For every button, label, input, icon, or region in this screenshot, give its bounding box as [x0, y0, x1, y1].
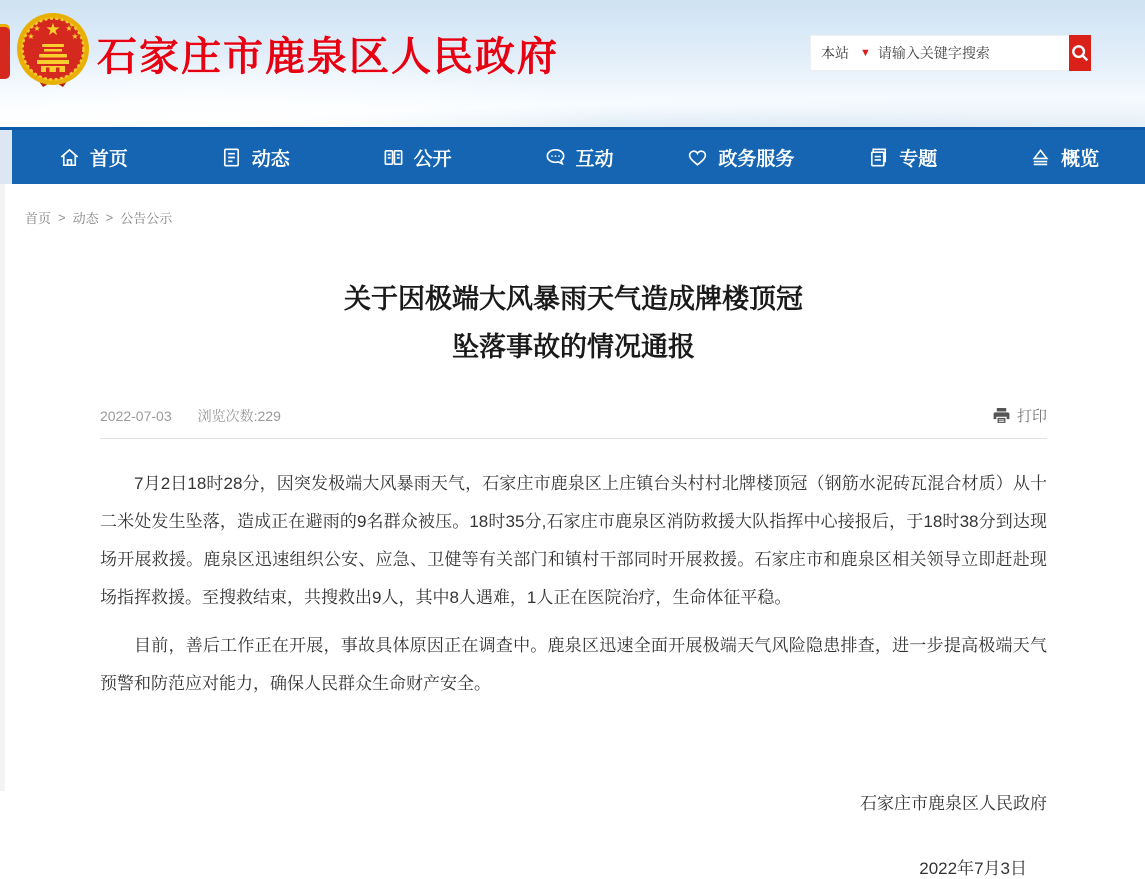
- page-left-edge: [0, 184, 5, 791]
- main-navigation: [0, 130, 1145, 184]
- search-scope-selector[interactable]: 本站: [821, 45, 849, 61]
- nav-item-label: 首页: [89, 148, 128, 170]
- site-title: 石家庄市鹿泉区人民政府: [97, 35, 559, 79]
- search-input[interactable]: [878, 45, 1059, 61]
- article-paragraph: 目前，善后工作正在开展，事故具体原因正在调查中。鹿泉区迅速全面开展极端天气风险隐患排查，进一步提高极端天气预警和防范应对能力，确保人民群众生命财产安全。: [100, 636, 1047, 693]
- chat-icon: [544, 146, 567, 169]
- emblem-edge-decoration: [0, 27, 10, 79]
- article-meta-row: [100, 405, 1047, 439]
- nav-item-topics[interactable]: [821, 144, 983, 171]
- svg-text:★: ★: [27, 32, 35, 41]
- nav-item-label: 专题: [899, 148, 938, 170]
- search-icon: [1069, 42, 1091, 64]
- site-banner: [0, 0, 1145, 127]
- breadcrumb-news[interactable]: 动态: [72, 211, 99, 226]
- disclosure-icon: [382, 146, 405, 169]
- article-title-line1: 关于因极端大风暴雨天气造成牌楼顶冠: [344, 284, 803, 314]
- breadcrumb-separator: >: [105, 210, 114, 225]
- nav-item-disclosure[interactable]: [336, 144, 498, 171]
- overview-icon: [1029, 146, 1052, 169]
- nav-item-label: 政务服务: [718, 148, 795, 170]
- view-count: 浏览次数:229: [197, 407, 281, 424]
- article-title: [100, 275, 1047, 371]
- nav-item-services[interactable]: [659, 144, 821, 171]
- breadcrumb-announcements[interactable]: 公告公示: [120, 211, 173, 226]
- search-button[interactable]: [1069, 35, 1091, 71]
- nav-item-label: 概览: [1061, 148, 1100, 170]
- svg-text:★: ★: [65, 24, 73, 33]
- print-button[interactable]: [992, 405, 1047, 426]
- chevron-down-icon[interactable]: ▼: [860, 47, 871, 59]
- article-paragraph: 7月2日18时28分，因突发极端大风暴雨天气，石家庄市鹿泉区上庄镇台头村村北牌楼顶冠（钢筋水泥砖瓦混合材质）从十二米处发生坠落，造成正在避雨的9名群众被压。18时35分,石家庄市鹿泉区消防救援大队指挥中心接报后，于18时38分到达现场开展救援。鹿泉区迅速组织公安、应急、卫健等有关部门和镇村干部同时开展救援。石家庄市和鹿泉区相关领导立即赶赴现场指挥救援。至搜救结束，共搜救出9人，其中8人遇难，1人正在医院治疗，生命体征平稳。: [100, 474, 1047, 607]
- search-box: [810, 35, 1069, 71]
- search-bar: [810, 35, 1083, 71]
- svg-text:★: ★: [33, 24, 41, 33]
- signature-date: 2022年7月3日: [919, 859, 1027, 878]
- nav-item-news[interactable]: [174, 144, 336, 171]
- nav-item-label: 公开: [413, 148, 452, 170]
- print-label: 打印: [1016, 408, 1047, 425]
- svg-text:★: ★: [71, 32, 79, 41]
- printer-icon: [992, 406, 1011, 425]
- breadcrumb-home[interactable]: 首页: [25, 211, 52, 226]
- nav-item-interaction[interactable]: [498, 144, 660, 171]
- nav-item-label: 互动: [575, 148, 614, 170]
- topics-icon: [867, 146, 890, 169]
- article-body: [100, 465, 1047, 703]
- article-container: [100, 275, 1047, 879]
- nav-item-home[interactable]: [12, 144, 174, 171]
- breadcrumb-separator: >: [58, 210, 66, 225]
- home-icon: [58, 146, 81, 169]
- publish-date: 2022-07-03: [100, 407, 172, 424]
- nav-item-label: 动态: [251, 148, 290, 170]
- article-title-line2: 坠落事故的情况通报: [452, 332, 695, 362]
- news-icon: [220, 146, 243, 169]
- national-emblem-logo: [13, 11, 93, 91]
- signature-authority: 石家庄市鹿泉区人民政府: [860, 794, 1047, 813]
- svg-text:★: ★: [45, 20, 61, 40]
- nav-item-overview[interactable]: [983, 144, 1145, 171]
- breadcrumb: [0, 184, 1145, 227]
- services-heart-icon: [686, 146, 709, 169]
